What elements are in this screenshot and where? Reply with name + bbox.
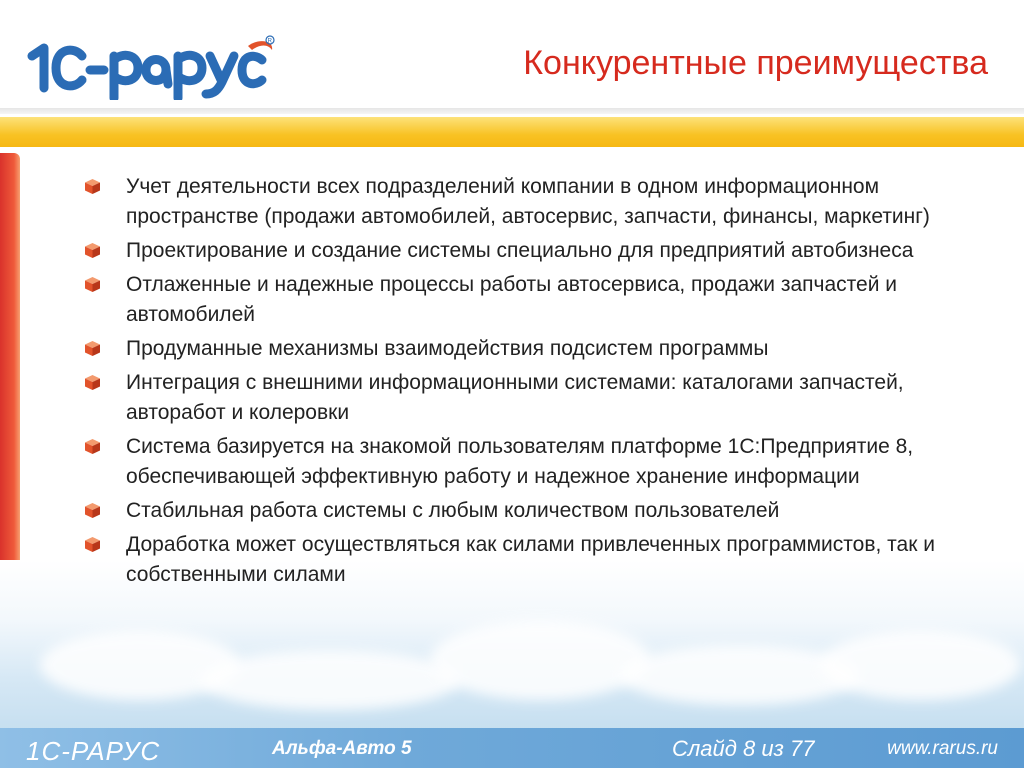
list-item-text: Учет деятельности всех подразделений компании в одном информационном пространстве (продажи автомобилей, автосервис, запчасти, финансы, маркетинг): [126, 175, 930, 228]
list-item: [84, 432, 984, 492]
list-item-text: Отлаженные и надежные процессы работы автосервиса, продажи запчастей и автомобилей: [126, 273, 898, 326]
footer-url-link[interactable]: www.rarus.ru: [887, 738, 998, 759]
list-item-text: Интеграция с внешними информационными системами: каталогами запчастей, авторабот и колеровки: [126, 371, 904, 424]
cube-bullet-icon: [84, 178, 101, 195]
company-logo: [26, 30, 276, 100]
list-item-text: Стабильная работа системы с любым количеством пользователей: [126, 499, 780, 522]
list-item: [84, 334, 984, 364]
cube-bullet-icon: [84, 502, 101, 519]
cube-bullet-icon: [84, 340, 101, 357]
cube-bullet-icon: [84, 536, 101, 553]
header-divider: [0, 108, 1024, 114]
slide-number: Слайд 8 из 77: [672, 736, 815, 761]
footer: [0, 728, 1024, 768]
list-item: [84, 496, 984, 526]
content-area: [84, 172, 984, 594]
list-item: [84, 368, 984, 428]
cube-bullet-icon: [84, 242, 101, 259]
footer-logo: 1С-РАРУС: [26, 736, 161, 766]
footer-product-name: Альфа-Авто 5: [272, 738, 412, 759]
cube-bullet-icon: [84, 438, 101, 455]
list-item-text: Продуманные механизмы взаимодействия подсистем программы: [126, 337, 769, 360]
list-item-text: Проектирование и создание системы специально для предприятий автобизнеса: [126, 239, 914, 262]
page-title: Конкурентные преимущества: [523, 44, 988, 82]
cube-bullet-icon: [84, 276, 101, 293]
list-item: [84, 236, 984, 266]
cube-bullet-icon: [84, 374, 101, 391]
list-item-text: Доработка может осуществляться как силами привлеченных программистов, так и собственными силами: [126, 533, 935, 586]
list-item: [84, 530, 984, 590]
header: [0, 0, 1024, 108]
list-item: [84, 172, 984, 232]
list-item-text: Система базируется на знакомой пользователям платформе 1С:Предприятие 8, обеспечивающей эффективную работу и надежное хранение информации: [126, 435, 914, 488]
svg-text:R: R: [267, 38, 272, 45]
header-band: [0, 117, 1024, 147]
bullet-list: [84, 172, 984, 590]
list-item: [84, 270, 984, 330]
